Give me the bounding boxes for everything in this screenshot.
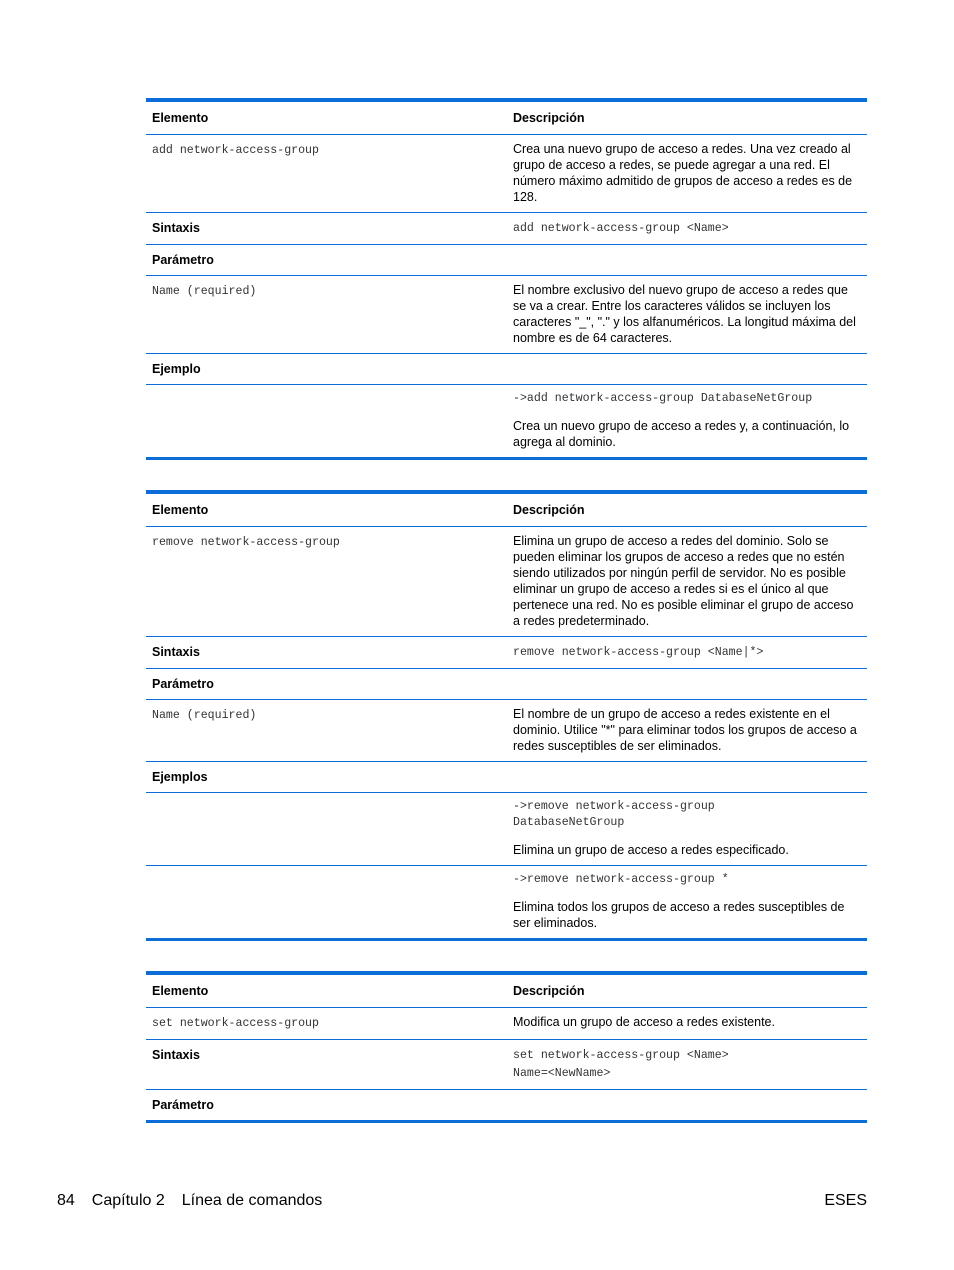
parameter-description: El nombre de un grupo de acceso a redes existente en el dominio. Utilice "*" para eliminar todos los grupos de acceso a redes susceptibles de ser eliminados. [507,700,867,762]
table-row [146,762,867,793]
table-row [146,793,867,866]
command-name: add network-access-group [146,135,507,213]
table-row [146,1008,867,1040]
command-table-remove [146,490,867,941]
command-table-add [146,98,867,460]
table-row [146,385,867,459]
footer-left [57,1191,867,1211]
table-row [146,527,867,637]
table-row [146,213,867,245]
table-row [146,700,867,762]
example-label: Ejemplos [146,762,507,793]
table-row [146,276,867,354]
example-text: Elimina todos los grupos de acceso a redes susceptibles de ser eliminados. [513,900,845,930]
header-description: Descripción [507,973,867,1008]
command-description: Crea una nuevo grupo de acceso a redes. Una vez creado al grupo de acceso a redes, se puede agregar a una red. El número máximo admitido de grupos de acceso a redes es de 128. [507,135,867,213]
command-description: Modifica un grupo de acceso a redes existente. [507,1008,867,1040]
syntax-value: add network-access-group <Name> [507,213,867,245]
page-footer [57,1191,867,1211]
example-code: ->remove network-access-group * [513,873,729,886]
syntax-value: remove network-access-group <Name|*> [507,637,867,669]
example-cell [507,385,867,459]
syntax-label: Sintaxis [146,213,507,245]
example-label: Ejemplo [146,354,507,385]
syntax-label: Sintaxis [146,637,507,669]
syntax-value: set network-access-group <Name> Name=<NewName> [507,1040,867,1090]
table-row [146,245,867,276]
parameter-name: Name (required) [146,276,507,354]
parameter-name: Name (required) [146,700,507,762]
header-element: Elemento [146,973,507,1008]
command-name: set network-access-group [146,1008,507,1040]
command-description: Elimina un grupo de acceso a redes del dominio. Solo se pueden eliminar los grupos de acceso a redes que no estén siendo utilizados por ningún perfil de servidor. No es posible eliminar un grupo de acceso a redes si es el único al que pertenece una red. No es posible eliminar el grupo de acceso a redes predeterminado. [507,527,867,637]
example-code: ->add network-access-group DatabaseNetGroup [513,392,813,405]
table-header-row [146,492,867,527]
example-code: ->remove network-access-group DatabaseNetGroup [513,800,715,829]
header-description: Descripción [507,492,867,527]
locale-code: ESES [824,1192,867,1209]
chapter-title: Línea de comandos [181,1192,323,1209]
header-element: Elemento [146,100,507,135]
table-row [146,354,867,385]
command-table-set [146,971,867,1123]
parameter-label: Parámetro [152,1098,214,1112]
parameter-label: Parámetro [146,245,507,276]
table-row [146,1040,867,1090]
chapter-label: Capítulo 2 [91,1192,165,1209]
table-row [146,669,867,700]
page-number: 84 [57,1192,75,1209]
example-cell [507,793,867,866]
header-element: Elemento [146,492,507,527]
example-text: Crea un nuevo grupo de acceso a redes y, a continuación, lo agrega al dominio. [513,419,850,449]
table-row [146,866,867,940]
command-name: remove network-access-group [146,527,507,637]
table-row [146,637,867,669]
example-text: Elimina un grupo de acceso a redes especificado. [513,843,789,857]
header-description: Descripción [507,100,867,135]
parameter-label: Parámetro [146,669,507,700]
table-header-row [146,973,867,1008]
example-cell [507,866,867,940]
table-header-row [146,100,867,135]
parameter-description: El nombre exclusivo del nuevo grupo de acceso a redes que se va a crear. Entre los caracteres válidos se incluyen los caracteres "_", "." y los alfanuméricos. La longitud máxima del nombre es de 64 caracteres. [507,276,867,354]
syntax-label: Sintaxis [146,1040,507,1090]
table-row [146,1090,867,1122]
table-row [146,135,867,213]
